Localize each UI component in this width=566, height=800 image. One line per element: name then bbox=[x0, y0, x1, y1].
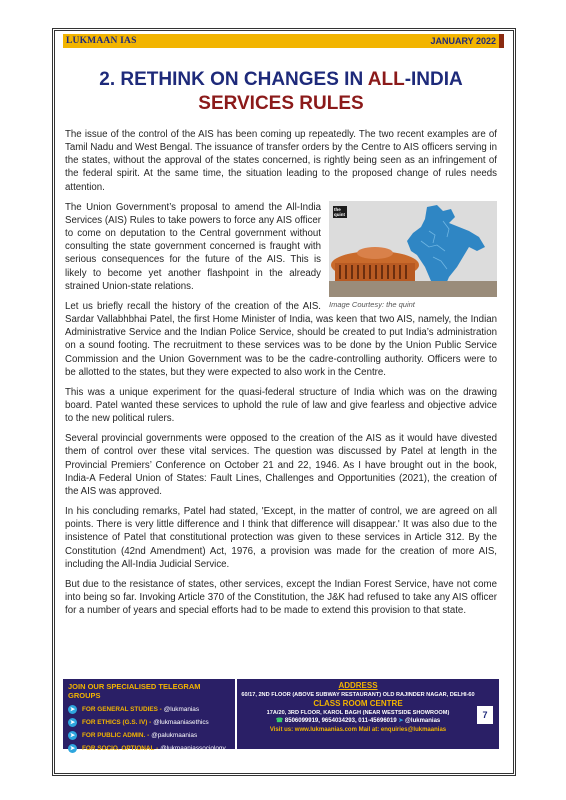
classroom-address: 17A/20, 3RD FLOOR, KAROL BAGH (NEAR WESTSIDE SHOWROOM) bbox=[266, 710, 450, 716]
paragraph: The Union Government’s proposal to amend the All-India Services (AIS) Rules to take powers to force any AIS officer to come on deputation to the Central government without consulting the state government concerned is fraught with serious consequences for the future of the AIS. This is likely to become yet another flashpoint in the already strained Union-state relations. bbox=[65, 201, 321, 292]
classroom-title: CLASS ROOM CENTRE bbox=[313, 699, 403, 708]
contact-line bbox=[241, 717, 475, 726]
page-number: 7 bbox=[477, 706, 493, 724]
header-bar bbox=[63, 34, 499, 48]
website-line[interactable]: Visit us: www.lukmaanias.com Mail at: enquiries@lukmaanias bbox=[269, 727, 447, 733]
telegram-group-handle: @lukmaaniassociology bbox=[160, 745, 226, 752]
header-brand: LUKMAAN IAS bbox=[66, 36, 137, 46]
paragraph: Several provincial governments were opposed to the creation of the AIS as it would have divested them of control over these vital services. The question was discussed by Patel at length in the Provincial Premiers’ Conference on October 21 and 22, 1946. As I have brought out in the book, India-A Federal Union of States: Fault Lines, Challenges and Opportunities (2021), the creation of the AIS was approved. bbox=[65, 433, 497, 497]
phone-numbers[interactable]: 8506099919, 9654034293, 011-45696019 bbox=[284, 718, 397, 724]
title-line-2: SERVICES RULES bbox=[198, 93, 364, 114]
telegram-group-label: FOR PUBLIC ADMIN. - bbox=[82, 732, 150, 739]
telegram-group-label: FOR ETHICS (G.S. IV) - bbox=[82, 719, 152, 726]
paragraph: But due to the resistance of states, other services, except the Indian Forest Service, have not come into being so far. Invoking Article 370 of the Constitution, the J&K had refused to take any AIS officer for a number of years and special efforts had to be made to extend this provision to that state. bbox=[65, 578, 497, 617]
telegram-group-row[interactable] bbox=[68, 742, 230, 755]
phone-telegram-handle[interactable]: @lukmanias bbox=[405, 718, 441, 724]
telegram-icon: ➤ bbox=[69, 707, 76, 713]
address-panel bbox=[235, 679, 499, 749]
article-figure bbox=[329, 201, 497, 309]
address-title: ADDRESS bbox=[338, 681, 378, 690]
footer-banner bbox=[63, 679, 499, 752]
telegram-groups-title: JOIN OUR SPECIALISED TELEGRAM GROUPS bbox=[68, 682, 201, 700]
title-part-2: ALL bbox=[367, 69, 405, 90]
parliament-map-image bbox=[329, 201, 497, 297]
paragraph: Let us briefly recall the history of the creation of the AIS. Sardar Vallabhbhai Patel, the first Home Minister of India, was keen that two AIS, namely, the Indian Administrative Service and the Indian Police Service, should be created to put India’s administration on a sound footing. The recruitment to these services was to be done by the Union Public Service Commission and the Union Government was to be the cadre-controlling authority. Officers were to be allotted to the states, but they were expected to also work in the Centre. bbox=[65, 300, 497, 378]
telegram-group-row[interactable] bbox=[68, 729, 230, 742]
quint-logo-text: the quint bbox=[334, 206, 345, 217]
telegram-groups-panel bbox=[63, 679, 235, 752]
figure-caption: Image Courtesy: the quint bbox=[329, 299, 415, 309]
telegram-icon: ➤ bbox=[69, 720, 76, 726]
address-line: 60/17, 2ND FLOOR (ABOVE SUBWAY RESTAURANT) OLD RAJINDER NAGAR, DELHI-60 bbox=[241, 692, 475, 698]
telegram-group-label: FOR SOCIO. OPTIONAL - bbox=[82, 745, 159, 752]
paragraph: The issue of the control of the AIS has been coming up repeatedly. The two recent examples are of Tamil Nadu and West Bengal. The issuance of transfer orders by the Centre to AIS officers serving in the states, without the approval of the states concerned, is rightly being seen as an infringement of the federal spirit. At the same time, the situation leading to the proposed change of rules needs attention. bbox=[65, 129, 497, 193]
article-title bbox=[63, 68, 499, 116]
title-part-3: -INDIA bbox=[404, 69, 463, 90]
telegram-group-row[interactable] bbox=[68, 703, 230, 716]
telegram-group-handle: @lukmanias bbox=[163, 706, 200, 713]
telegram-icon: ➤ bbox=[69, 733, 76, 739]
whatsapp-icon: ☎ bbox=[275, 718, 284, 724]
telegram-group-label: FOR GENERAL STUDIES - bbox=[82, 706, 162, 713]
paragraph: This was a unique experiment for the quasi-federal structure of India which was on the drawing board. Patel wanted these services to uphold the rule of law and give fearless and objective advice to the new political rulers. bbox=[65, 386, 497, 425]
article-body bbox=[65, 128, 497, 624]
telegram-group-handle: @lukmaaniasethics bbox=[153, 719, 209, 726]
telegram-group-row[interactable] bbox=[68, 716, 230, 729]
paragraph: In his concluding remarks, Patel had stated, 'Except, in the matter of control, we are agreed on all points. There is very little difference and I think that difference will disappear.' It was also due to the insistence of Patel that constitutional protection was given to these services in Article 312. By the Constitution (42nd Amendment) Act, 1976, a provision was made for the creation of more AIS, including the All-India Judicial Service. bbox=[65, 506, 497, 570]
telegram-group-handle: @palukmaanias bbox=[151, 732, 198, 739]
telegram-icon: ➤ bbox=[398, 718, 404, 724]
image-graphic bbox=[329, 201, 497, 297]
header-date: JANUARY 2022 bbox=[430, 36, 496, 46]
title-part-1: 2. RETHINK ON CHANGES IN bbox=[99, 69, 368, 90]
header-endcap bbox=[499, 34, 504, 48]
telegram-icon: ➤ bbox=[69, 746, 76, 752]
